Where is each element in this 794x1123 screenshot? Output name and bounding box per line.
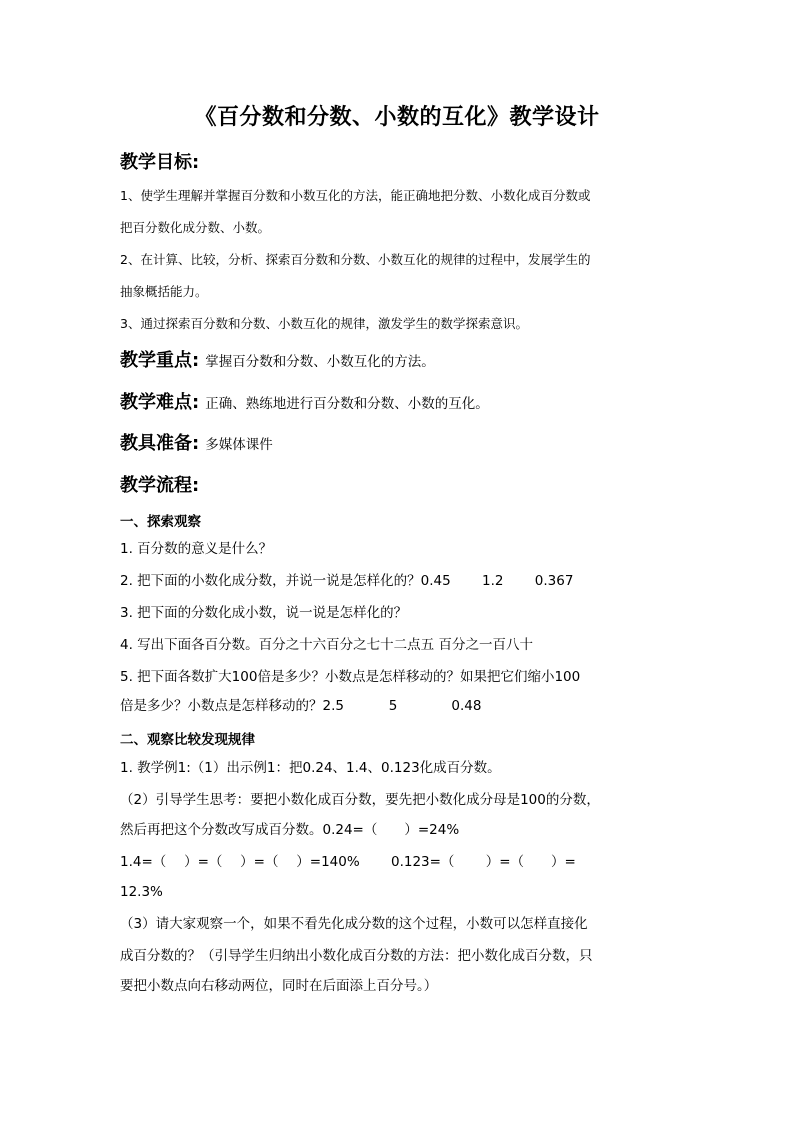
objectives-heading: 教学目标:: [120, 152, 200, 173]
difficulty-text: 正确、熟练地进行百分数和分数、小数的互化。: [205, 396, 489, 412]
section2-line: 1. 教学例1:（1）出示例1：把0.24、1.4、0.123化成百分数。: [120, 760, 501, 776]
section1-title: 一、探索观察: [120, 514, 201, 530]
section2-line: 然后再把这个分数改写成百分数。0.24=（ ）=24%: [120, 822, 460, 838]
section1-line: 3. 把下面的分数化成小数，说一说是怎样化的？: [120, 605, 408, 621]
objective-line: 2、在计算、比较，分析、探索百分数和分数、小数互化的规律的过程中，发展学生的: [120, 252, 591, 267]
section1-line: 2. 把下面的小数化成分数，并说一说是怎样化的？0.45 1.2 0.367: [120, 573, 574, 589]
section2-line: 要把小数点向右移动两位，同时在后面添上百分号。）: [120, 978, 438, 994]
document-title: 《百分数和分数、小数的互化》教学设计: [194, 105, 600, 130]
materials-text: 多媒体课件: [205, 437, 273, 453]
objective-line: 把百分数化成分数、小数。: [120, 220, 271, 235]
difficulty-label: 教学难点:: [120, 392, 200, 413]
objective-line: 1、使学生理解并掌握百分数和小数互化的方法，能正确地把分数、小数化成百分数或: [120, 188, 591, 203]
section2-line: （2）引导学生思考：要把小数化成百分数，要先把小数化成分母是100的分数，: [120, 792, 600, 808]
section2-line: （3）请大家观察一个，如果不看先化成分数的这个过程，小数可以怎样直接化: [120, 916, 588, 932]
section1-line: 1. 百分数的意义是什么？: [120, 541, 273, 557]
materials: [120, 429, 273, 455]
objective-line: 抽象概括能力。: [120, 284, 208, 299]
section2-line: 12.3%: [120, 884, 163, 900]
section1-line: 4. 写出下面各百分数。百分之十六百分之七十二点五 百分之一百八十: [120, 637, 533, 653]
process-heading: 教学流程:: [120, 475, 200, 496]
section2-line: 成百分数的？（引导学生归纳出小数化成百分数的方法：把小数化成百分数，只: [120, 948, 593, 964]
key-point: [120, 346, 435, 372]
section2-line: 1.4=（ ）=（ ）=（ ）=140% 0.123=（ ）=（ ）=: [120, 854, 576, 870]
difficulty: [120, 388, 489, 414]
section1-line: 5. 把下面各数扩大100倍是多少？小数点是怎样移动的？如果把它们缩小100: [120, 669, 581, 685]
key-point-label: 教学重点:: [120, 350, 200, 371]
materials-label: 教具准备:: [120, 433, 200, 454]
key-point-text: 掌握百分数和分数、小数互化的方法。: [205, 354, 435, 370]
objective-line: 3、通过探索百分数和分数、小数互化的规律，激发学生的数学探索意识。: [120, 316, 528, 331]
section2-title: 二、观察比较发现规律: [120, 732, 255, 748]
section1-line: 倍是多少？小数点是怎样移动的？2.5 5 0.48: [120, 698, 482, 714]
